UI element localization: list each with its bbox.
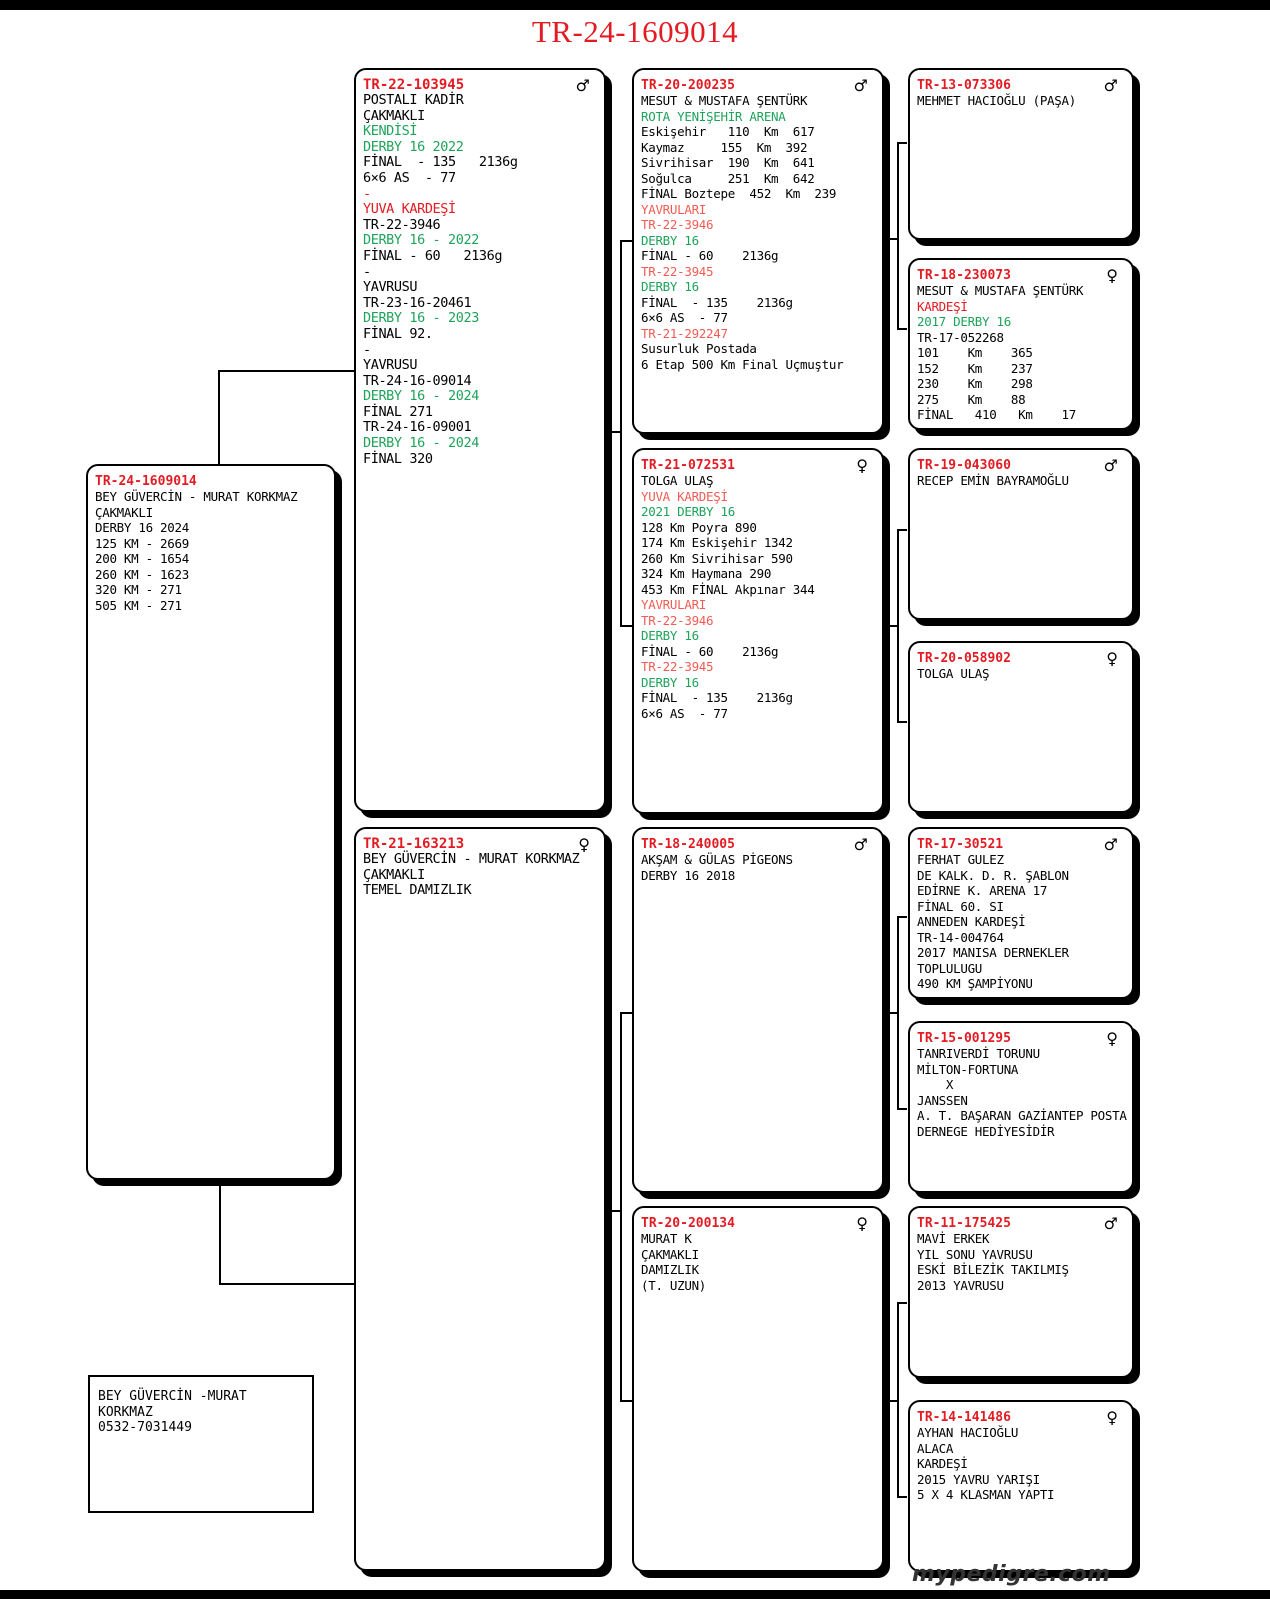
ring-number: TR-20-200235 xyxy=(641,78,735,93)
grandsire-paternal-card[interactable] xyxy=(632,68,884,434)
card-details xyxy=(917,473,1126,489)
granddam-maternal-card[interactable] xyxy=(632,1206,884,1572)
ancestor-card-6[interactable] xyxy=(908,1021,1134,1193)
connector xyxy=(219,1283,354,1285)
detail-line: FİNAL - 60 2136g xyxy=(363,247,503,264)
detail-line: 152 Km 237 xyxy=(917,360,1033,376)
connector xyxy=(897,1496,907,1498)
detail-line: YAVRULARI xyxy=(641,201,707,217)
ring-number: TR-21-072531 xyxy=(641,458,735,473)
card-details xyxy=(917,852,1126,992)
male-icon: ♂ xyxy=(853,76,868,95)
detail-line: DERBY 16 - 2022 xyxy=(363,232,479,249)
connector xyxy=(620,1012,622,1402)
detail-line: 6×6 AS - 77 xyxy=(363,169,456,186)
detail-line: YAVRUSU xyxy=(363,357,418,374)
detail-line: DERBY 16 - 2024 xyxy=(363,388,479,405)
card-details xyxy=(95,489,328,613)
detail-line: TR-24-16-09001 xyxy=(363,419,472,436)
detail-line: YAVRULARI xyxy=(641,597,707,612)
ring-number: TR-22-103945 xyxy=(363,77,465,93)
female-icon: ♀ xyxy=(856,1214,868,1233)
detail-line: DERBY 16 - 2024 xyxy=(363,435,479,452)
detail-line: TR-17-052268 xyxy=(917,329,1004,345)
detail-line: DERBY 16 2022 xyxy=(363,138,464,155)
detail-line: 6×6 AS - 77 xyxy=(641,310,728,325)
detail-line: YAVRUSU xyxy=(363,279,418,296)
detail-line: ESKİ BİLEZİK TAKILMIŞ xyxy=(917,1262,1069,1277)
detail-line: TOLGA ULAŞ xyxy=(641,473,714,488)
ancestor-card-2[interactable] xyxy=(908,258,1134,430)
detail-line: MİLTON-FORTUNA xyxy=(917,1061,1019,1077)
detail-line: ÇAKMAKLI xyxy=(363,107,425,124)
detail-line: EDİRNE K. ARENA 17 xyxy=(917,883,1048,898)
male-icon: ♂ xyxy=(575,76,590,95)
connector xyxy=(219,1180,221,1284)
detail-line: ALACA xyxy=(917,1440,954,1456)
bottom-bar xyxy=(0,1590,1270,1599)
sire-card[interactable] xyxy=(354,68,606,812)
detail-line: X xyxy=(917,1077,954,1092)
detail-line: MURAT K xyxy=(641,1231,692,1246)
connector xyxy=(897,1108,907,1110)
ring-number: TR-13-073306 xyxy=(917,78,1011,93)
detail-line: DERBY 16 2024 xyxy=(95,520,189,535)
detail-line: AKŞAM & GÜLAS PİGEONS xyxy=(641,852,793,867)
detail-line: 2017 MANISA DERNEKLER xyxy=(917,945,1069,960)
detail-line: FİNAL 320 xyxy=(363,450,433,467)
detail-line: 5 X 4 KLASMAN YAPTI xyxy=(917,1487,1055,1502)
detail-line: 2017 DERBY 16 xyxy=(917,314,1011,329)
detail-line: DERBY 16 - 2023 xyxy=(363,310,479,327)
detail-line: 128 Km Poyra 890 xyxy=(641,519,757,535)
card-details xyxy=(917,1425,1126,1503)
detail-line: TR-23-16-20461 xyxy=(363,294,472,311)
detail-line: 260 Km Sivrihisar 590 xyxy=(641,550,793,566)
male-icon: ♂ xyxy=(1103,76,1118,95)
subject-card[interactable] xyxy=(86,464,336,1180)
detail-line: KENDİSİ xyxy=(363,123,418,140)
detail-line: DERBY 16 xyxy=(641,674,699,690)
detail-line: MESUT & MUSTAFA ŞENTÜRK xyxy=(917,283,1084,298)
detail-line: TR-22-3946 xyxy=(363,216,441,233)
detail-line: 2013 YAVRUSU xyxy=(917,1277,1004,1293)
detail-line: TR-14-004764 xyxy=(917,929,1004,945)
dam-card[interactable] xyxy=(354,827,606,1571)
female-icon: ♀ xyxy=(1106,1029,1118,1048)
connector xyxy=(897,1302,899,1498)
detail-line: 2015 YAVRU YARIŞI xyxy=(917,1471,1040,1487)
ancestor-card-4[interactable] xyxy=(908,641,1134,813)
site-watermark[interactable]: mypedigre.com xyxy=(912,1562,1111,1587)
detail-line: ÇAKMAKLI xyxy=(641,1246,699,1262)
card-details xyxy=(641,93,876,372)
detail-line: TR-22-3945 xyxy=(641,659,714,674)
detail-line: A. T. BAŞARAN GAZİANTEP POSTA xyxy=(917,1108,1127,1123)
detail-line: Susurluk Postada xyxy=(641,341,757,356)
connector xyxy=(218,370,220,466)
card-details xyxy=(641,1231,876,1293)
ancestor-card-3[interactable] xyxy=(908,448,1134,620)
detail-line: DERBY 16 2018 xyxy=(641,867,735,883)
ring-number: TR-20-058902 xyxy=(917,651,1011,666)
connector xyxy=(897,721,907,723)
male-icon: ♂ xyxy=(1103,835,1118,854)
detail-line: ANNEDEN KARDEŞİ xyxy=(917,914,1026,929)
detail-line: MEHMET HACIOĞLU (PAŞA) xyxy=(917,93,1076,108)
detail-line: 6×6 AS - 77 xyxy=(641,705,728,721)
connector xyxy=(897,916,907,918)
detail-line: 2021 DERBY 16 xyxy=(641,504,735,519)
detail-line: - xyxy=(363,185,371,202)
detail-line: TOPLULUGU xyxy=(917,960,983,976)
detail-line: DERNEGE HEDİYESİDİR xyxy=(917,1123,1055,1139)
detail-line: TR-21-292247 xyxy=(641,325,728,341)
detail-line: Eskişehir 110 Km 617 xyxy=(641,124,815,139)
connector xyxy=(897,328,907,330)
detail-line: (T. UZUN) xyxy=(641,1277,707,1293)
detail-line: 490 KM ŞAMPİYONU xyxy=(917,976,1033,991)
ancestor-card-5[interactable] xyxy=(908,827,1134,999)
detail-line: 200 KM - 1654 xyxy=(95,551,189,566)
female-icon: ♀ xyxy=(578,835,590,854)
card-details xyxy=(641,852,876,883)
detail-line: KARDEŞİ xyxy=(917,1456,968,1471)
female-icon: ♀ xyxy=(1106,649,1118,668)
detail-line: FİNAL Boztepe 452 Km 239 xyxy=(641,186,837,201)
detail-line: 174 Km Eskişehir 1342 xyxy=(641,535,793,550)
ancestor-card-8[interactable] xyxy=(908,1400,1134,1572)
ancestor-card-1[interactable] xyxy=(908,68,1134,240)
detail-line: 230 Km 298 xyxy=(917,376,1033,391)
detail-line: FİNAL - 135 2136g xyxy=(363,154,518,171)
connector xyxy=(897,916,899,1110)
ring-number: TR-24-1609014 xyxy=(95,474,197,489)
detail-line: FİNAL - 135 2136g xyxy=(641,690,793,705)
ring-number: TR-17-30521 xyxy=(917,837,1004,852)
detail-line: ÇAKMAKLI xyxy=(363,866,425,883)
connector xyxy=(897,529,907,531)
connector xyxy=(897,529,899,723)
connector xyxy=(218,370,354,372)
detail-line: BEY GÜVERCİN - MURAT KORKMAZ xyxy=(363,851,580,867)
detail-line: TR-22-3946 xyxy=(641,612,714,628)
detail-line: FİNAL 60. SI xyxy=(917,898,1004,914)
contact-line: BEY GÜVERCİN -MURAT xyxy=(98,1389,247,1404)
detail-line: TR-22-3946 xyxy=(641,217,714,232)
card-details xyxy=(917,283,1126,423)
detail-line: ROTA YENİŞEHİR ARENA xyxy=(641,108,786,124)
detail-line: DAMIZLIK xyxy=(641,1262,699,1277)
detail-line: Sivrihisar 190 Km 641 xyxy=(641,155,815,170)
detail-line: TANRIVERDİ TORUNU xyxy=(917,1046,1040,1061)
detail-line: KARDEŞİ xyxy=(917,298,968,314)
detail-line: 505 KM - 271 xyxy=(95,597,182,613)
card-details xyxy=(363,852,598,899)
ring-number: TR-20-200134 xyxy=(641,1216,735,1231)
detail-line: YIL SONU YAVRUSU xyxy=(917,1246,1033,1262)
detail-line: 125 KM - 2669 xyxy=(95,535,189,551)
card-details xyxy=(917,666,1126,682)
detail-line: 320 KM - 271 xyxy=(95,582,182,597)
ring-number: TR-18-230073 xyxy=(917,268,1011,283)
detail-line: FİNAL - 135 2136g xyxy=(641,294,793,310)
ring-number: TR-19-043060 xyxy=(917,458,1011,473)
detail-line: FİNAL 92. xyxy=(363,325,433,342)
detail-line: MESUT & MUSTAFA ŞENTÜRK xyxy=(641,93,808,108)
detail-line: DERBY 16 xyxy=(641,279,699,294)
ring-number: TR-11-175425 xyxy=(917,1216,1011,1231)
detail-line: YUVA KARDEŞİ xyxy=(641,488,728,504)
detail-line: Kaymaz 155 Km 392 xyxy=(641,139,808,155)
detail-line: MAVİ ERKEK xyxy=(917,1231,990,1246)
detail-line: DE KALK. D. R. ŞABLON xyxy=(917,867,1069,883)
detail-line: FİNAL - 60 2136g xyxy=(641,643,779,659)
detail-line: - xyxy=(363,263,371,280)
detail-line: 260 KM - 1623 xyxy=(95,566,189,582)
detail-line: BEY GÜVERCİN - MURAT KORKMAZ xyxy=(95,489,298,504)
ring-number: TR-18-240005 xyxy=(641,837,735,852)
breeder-contact-box xyxy=(88,1375,314,1513)
contact-line: KORKMAZ xyxy=(98,1404,153,1420)
detail-line: 6 Etap 500 Km Final Uçmuştur xyxy=(641,356,844,372)
detail-line: FERHAT GULEZ xyxy=(917,852,1004,867)
card-details xyxy=(641,473,876,721)
detail-line: TEMEL DAMIZLIK xyxy=(363,882,472,899)
detail-line: YUVA KARDEŞİ xyxy=(363,201,456,218)
grandsire-maternal-card[interactable] xyxy=(632,827,884,1193)
female-icon: ♀ xyxy=(1106,1408,1118,1427)
card-details xyxy=(917,1046,1126,1139)
detail-line: 101 Km 365 xyxy=(917,345,1033,360)
female-icon: ♀ xyxy=(1106,266,1118,285)
detail-line: FİNAL 410 Km 17 xyxy=(917,407,1076,422)
detail-line: ÇAKMAKLI xyxy=(95,504,153,520)
detail-line: JANSSEN xyxy=(917,1092,968,1108)
detail-line: TOLGA ULAŞ xyxy=(917,666,990,681)
page-title: TR-24-1609014 xyxy=(531,14,739,49)
male-icon: ♂ xyxy=(1103,1214,1118,1233)
detail-line: TR-24-16-09014 xyxy=(363,372,472,389)
detail-line: 453 Km FİNAL Akpınar 344 xyxy=(641,581,815,597)
card-details xyxy=(917,1231,1126,1293)
female-icon: ♀ xyxy=(856,456,868,475)
top-bar xyxy=(0,0,1270,10)
ring-number: TR-14-141486 xyxy=(917,1410,1011,1425)
detail-line: 275 Km 88 xyxy=(917,391,1026,407)
detail-line: - xyxy=(363,341,371,358)
connector xyxy=(897,1302,907,1304)
detail-line: POSTALI KADİR xyxy=(363,92,464,108)
male-icon: ♂ xyxy=(853,835,868,854)
ring-number: TR-15-001295 xyxy=(917,1031,1011,1046)
contact-phone: 0532-7031449 xyxy=(98,1420,192,1435)
connector xyxy=(897,142,899,330)
detail-line: FİNAL 271 xyxy=(363,403,433,420)
detail-line: FİNAL - 60 2136g xyxy=(641,248,779,263)
connector xyxy=(897,142,907,144)
male-icon: ♂ xyxy=(1103,456,1118,475)
detail-line: 324 Km Haymana 290 xyxy=(641,566,772,581)
card-details xyxy=(917,93,1126,109)
detail-line: Soğulca 251 Km 642 xyxy=(641,170,815,186)
detail-line: DERBY 16 xyxy=(641,232,699,248)
detail-line: AYHAN HACIOĞLU xyxy=(917,1425,1019,1440)
ancestor-card-7[interactable] xyxy=(908,1206,1134,1378)
connector xyxy=(620,240,622,626)
detail-line: TR-22-3945 xyxy=(641,263,714,279)
ring-number: TR-21-163213 xyxy=(363,836,465,852)
detail-line: DERBY 16 xyxy=(641,628,699,643)
card-details xyxy=(363,93,598,467)
granddam-paternal-card[interactable] xyxy=(632,448,884,814)
detail-line: RECEP EMİN BAYRAMOĞLU xyxy=(917,473,1069,488)
